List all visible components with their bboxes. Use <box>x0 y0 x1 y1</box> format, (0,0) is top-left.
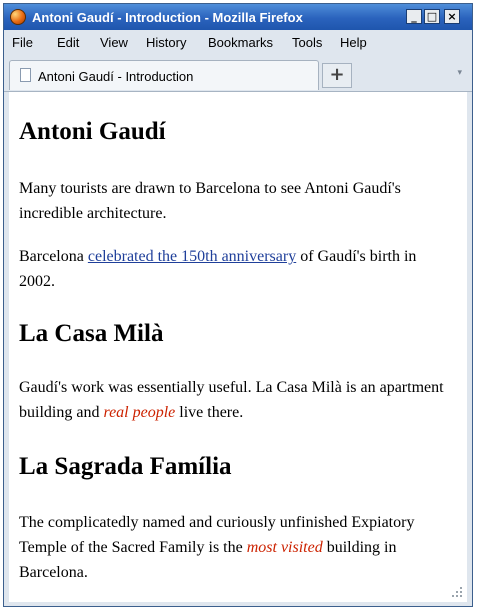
resize-grip-icon[interactable] <box>451 586 463 598</box>
menu-help[interactable]: Help <box>340 35 367 50</box>
menu-bookmarks[interactable]: Bookmarks <box>208 35 274 50</box>
paragraph-text: live there. <box>175 404 244 421</box>
emphasis-real-people: real people <box>103 404 176 421</box>
sagrada-familia-paragraph <box>19 510 449 585</box>
heading-sagrada-familia: La Sagrada Família <box>19 453 232 480</box>
menu-bar <box>4 31 472 53</box>
list-all-tabs-icon[interactable]: ▾ <box>457 68 462 78</box>
page-content <box>9 92 467 602</box>
anniversary-link[interactable]: celebrated the 150th anniversary <box>87 248 297 265</box>
menu-view[interactable]: View <box>100 35 128 50</box>
minimize-button[interactable]: _ <box>406 9 422 24</box>
paragraph-text: building in Barcelona. <box>19 539 397 581</box>
menu-tools[interactable]: Tools <box>292 35 323 50</box>
page-icon <box>20 68 31 82</box>
window-title: Antoni Gaudí - Introduction - Mozilla Firefox <box>32 10 303 25</box>
anniversary-paragraph <box>19 244 449 294</box>
new-tab-button[interactable]: + <box>322 63 352 88</box>
tab-bar <box>4 56 472 92</box>
paragraph-text: Gaudí's work was essentially useful. La Casa Milà is an apartment building and <box>19 379 444 421</box>
close-button[interactable]: × <box>444 9 460 24</box>
paragraph-text: The complicatedly named and curiously unfinished Expiatory Temple of the Sacred Family is the <box>19 514 415 556</box>
maximize-button[interactable]: □ <box>424 9 440 24</box>
firefox-icon <box>10 9 26 25</box>
menu-file[interactable]: File <box>12 35 33 50</box>
title-bar[interactable] <box>4 4 472 30</box>
heading-casa-mila: La Casa Milà <box>19 320 164 347</box>
tab-gaudi-introduction[interactable] <box>9 60 319 90</box>
paragraph-text: of Gaudí's birth in 2002. <box>19 248 417 290</box>
browser-window <box>3 3 473 607</box>
tab-label: Antoni Gaudí - Introduction <box>38 69 194 84</box>
paragraph-text: Barcelona <box>19 248 88 265</box>
emphasis-most-visited: most visited <box>246 539 323 556</box>
menu-history[interactable]: History <box>146 35 187 50</box>
intro-paragraph: Many tourists are drawn to Barcelona to see Antoni Gaudí's incredible architecture. <box>19 180 401 222</box>
casa-mila-paragraph <box>19 375 449 425</box>
page-title: Antoni Gaudí <box>19 118 166 145</box>
menu-edit[interactable]: Edit <box>57 35 80 50</box>
